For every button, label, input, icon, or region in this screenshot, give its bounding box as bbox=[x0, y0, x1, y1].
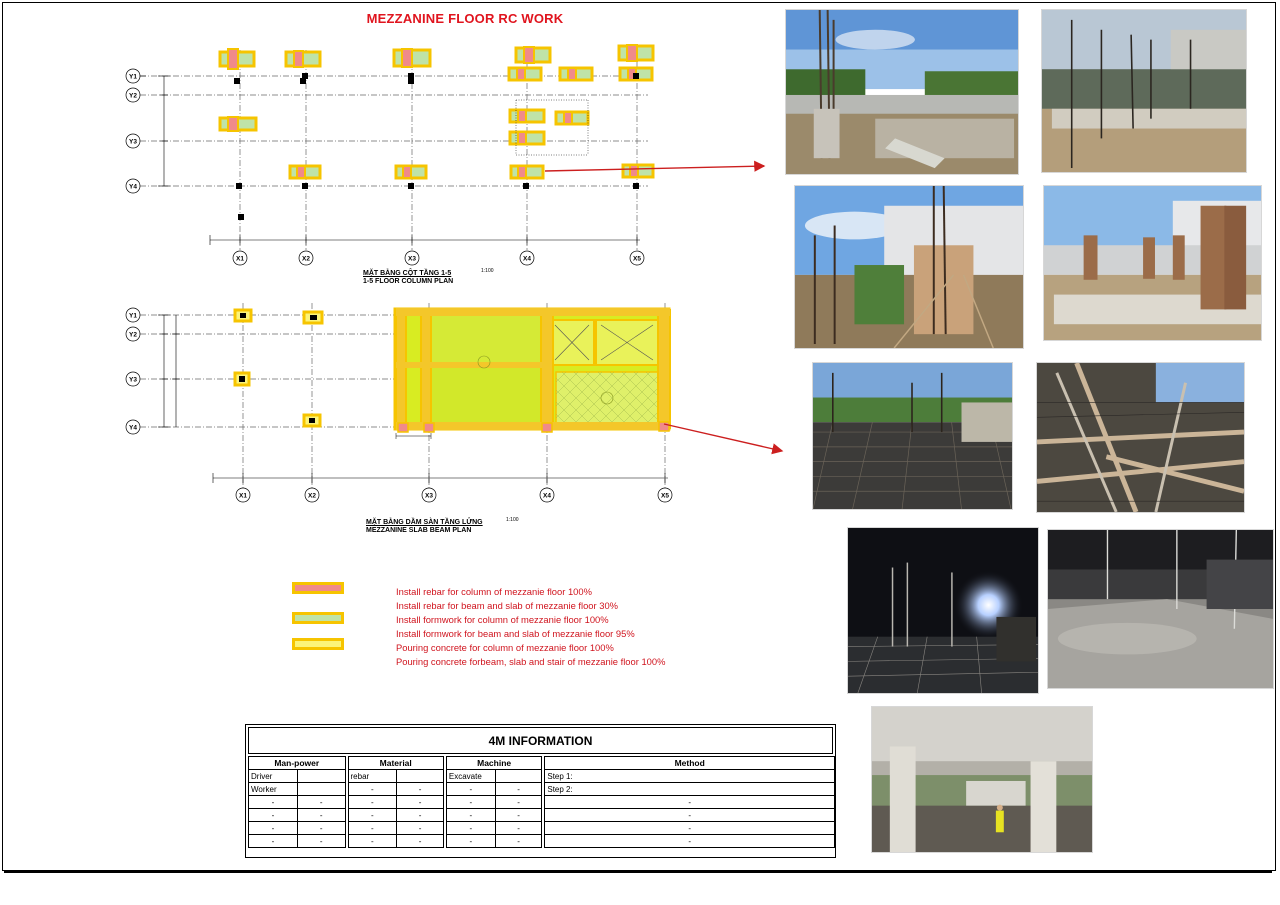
table-cell: - bbox=[397, 835, 444, 848]
table-cell: - bbox=[348, 822, 397, 835]
legend-swatch-rebar bbox=[292, 582, 344, 594]
table-cell: - bbox=[495, 796, 542, 809]
slab-axis-x1: X1 bbox=[239, 492, 247, 500]
header-method: Method bbox=[545, 757, 835, 770]
table-cell: - bbox=[446, 809, 495, 822]
concrete-surface-photo bbox=[1047, 529, 1274, 689]
axis-y1: Y1 bbox=[129, 73, 137, 81]
table-cell: - bbox=[446, 796, 495, 809]
slab-axis-x5: X5 bbox=[661, 492, 669, 500]
table-cell bbox=[397, 770, 444, 783]
table-cell: - bbox=[446, 822, 495, 835]
legend-item: Install formwork for column of mezzanie floor 100% bbox=[396, 614, 609, 625]
night-pouring-photo bbox=[847, 527, 1039, 694]
table-cell: Worker bbox=[249, 783, 298, 796]
arrow-column-to-photos bbox=[545, 166, 764, 171]
column-rebar-side-photo bbox=[1041, 9, 1247, 173]
slab-plan-caption-vi: MẶT BẰNG DẦM SÀN TẦNG LỬNG bbox=[366, 519, 483, 526]
table-cell: - bbox=[249, 796, 298, 809]
four-m-grid bbox=[248, 756, 835, 848]
table-row bbox=[249, 822, 835, 835]
table-cell: - bbox=[545, 835, 835, 848]
header-man-power: Man-power bbox=[249, 757, 346, 770]
slab-axis-y4: Y4 bbox=[129, 424, 137, 432]
table-cell: - bbox=[249, 822, 298, 835]
column-plan-caption-vi: MẶT BẰNG CỘT TẦNG 1-5 bbox=[363, 270, 452, 277]
axis-x1: X1 bbox=[236, 255, 244, 263]
table-row bbox=[249, 835, 835, 848]
table-cell: - bbox=[397, 822, 444, 835]
axis-y2: Y2 bbox=[129, 92, 137, 100]
slab-axis-x3: X3 bbox=[425, 492, 433, 500]
table-cell: - bbox=[397, 783, 444, 796]
table-row bbox=[249, 770, 835, 783]
table-cell: - bbox=[545, 796, 835, 809]
beam-formwork-photo bbox=[1036, 362, 1245, 513]
table-row bbox=[249, 809, 835, 822]
slab-axis-y3: Y3 bbox=[129, 376, 137, 384]
table-row bbox=[249, 796, 835, 809]
legend-item: Pouring concrete forbeam, slab and stair of mezzanie floor 100% bbox=[396, 656, 666, 667]
four-m-title: 4M INFORMATION bbox=[248, 727, 833, 754]
table-cell bbox=[297, 770, 345, 783]
header-material: Material bbox=[348, 757, 443, 770]
slab-axis-x4: X4 bbox=[543, 492, 551, 500]
table-cell: - bbox=[297, 835, 345, 848]
table-cell: - bbox=[446, 783, 495, 796]
column-rebar-site-photo bbox=[785, 9, 1019, 175]
table-cell: - bbox=[297, 809, 345, 822]
table-cell: Step 1: bbox=[545, 770, 835, 783]
table-cell: - bbox=[348, 835, 397, 848]
arrow-slab-to-photos bbox=[664, 424, 782, 451]
table-cell: Excavate bbox=[446, 770, 495, 783]
table-cell: - bbox=[297, 796, 345, 809]
table-cell: - bbox=[495, 822, 542, 835]
axis-y3: Y3 bbox=[129, 138, 137, 146]
table-cell bbox=[495, 770, 542, 783]
column-formwork-photo bbox=[794, 185, 1024, 349]
table-cell: - bbox=[495, 783, 542, 796]
table-cell bbox=[297, 783, 345, 796]
column-plan-caption-en: 1-5 FLOOR COLUMN PLAN bbox=[363, 278, 454, 285]
table-cell: - bbox=[446, 835, 495, 848]
legend-item: Install formwork for beam and slab of mezzanie floor 95% bbox=[396, 628, 635, 639]
table-cell: - bbox=[545, 822, 835, 835]
table-cell: - bbox=[348, 796, 397, 809]
four-m-information-table bbox=[245, 724, 836, 858]
column-formwork-wrapped-photo bbox=[1043, 185, 1262, 341]
table-cell: - bbox=[348, 783, 397, 796]
legend-texts bbox=[396, 585, 756, 669]
table-cell: rebar bbox=[348, 770, 397, 783]
axis-x4: X4 bbox=[523, 255, 531, 263]
header-machine: Machine bbox=[446, 757, 542, 770]
table-cell: - bbox=[495, 835, 542, 848]
slab-rebar-photo bbox=[812, 362, 1013, 510]
slab-plan-scale: 1:100 bbox=[506, 517, 519, 523]
table-cell: - bbox=[249, 835, 298, 848]
axis-y4: Y4 bbox=[129, 183, 137, 191]
legend-swatch-concrete bbox=[292, 638, 344, 650]
legend-item: Install rebar for column of mezzanie floor 100% bbox=[396, 586, 592, 597]
table-cell: - bbox=[545, 809, 835, 822]
axis-x5: X5 bbox=[633, 255, 641, 263]
column-plan-scale: 1:100 bbox=[481, 268, 494, 274]
table-cell: - bbox=[348, 809, 397, 822]
slab-axis-y1: Y1 bbox=[129, 312, 137, 320]
slab-axis-x2: X2 bbox=[308, 492, 316, 500]
page-title: MEZZANINE FLOOR RC WORK bbox=[366, 11, 564, 26]
legend-item: Install rebar for beam and slab of mezzanie floor 30% bbox=[396, 600, 618, 611]
table-cell: - bbox=[495, 809, 542, 822]
table-cell: Step 2: bbox=[545, 783, 835, 796]
table-cell: - bbox=[397, 809, 444, 822]
table-cell: - bbox=[397, 796, 444, 809]
table-row bbox=[249, 783, 835, 796]
slab-axis-y2: Y2 bbox=[129, 331, 137, 339]
slab-plan-caption-en: MEZZANINE SLAB BEAM PLAN bbox=[366, 527, 472, 534]
legend-item: Pouring concrete for column of mezzanie floor 100% bbox=[396, 642, 614, 653]
axis-x2: X2 bbox=[302, 255, 310, 263]
table-cell: - bbox=[297, 822, 345, 835]
axis-x3: X3 bbox=[408, 255, 416, 263]
table-cell: - bbox=[249, 809, 298, 822]
ceiling-after-pouring-photo bbox=[871, 706, 1093, 853]
table-cell: Driver bbox=[249, 770, 298, 783]
legend-swatch-formwork bbox=[292, 612, 344, 624]
